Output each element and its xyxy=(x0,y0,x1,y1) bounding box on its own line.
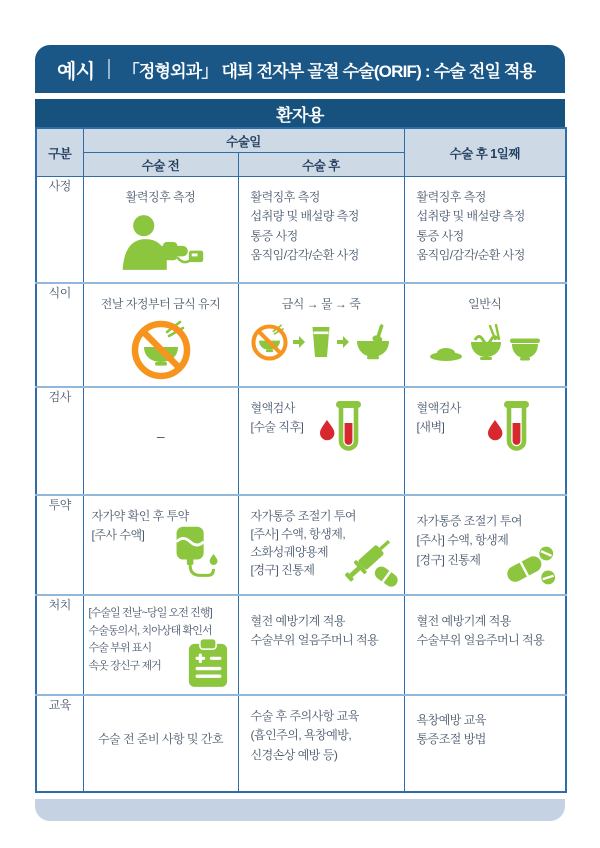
cell-text: 자가약 확인 후 투약 xyxy=(91,508,189,523)
care-plan-card xyxy=(35,45,565,821)
cell-text: 통증 사정 xyxy=(250,228,298,243)
cell-text: 활력징후 측정 xyxy=(416,190,486,204)
cell-text: 금식 → 물 → 죽 xyxy=(281,296,361,311)
cell-assessment-postop xyxy=(238,177,404,283)
row-label-medication: 투약 xyxy=(36,495,83,595)
care-plan-table xyxy=(35,127,567,793)
cell-assessment-preop xyxy=(83,177,238,283)
cell-text: 활력징후 측정 xyxy=(125,190,196,204)
cell-text: [주사] 수액, 항생제, xyxy=(250,526,346,541)
cell-text: 혈액검사 xyxy=(416,400,461,415)
cell-text: [수술 직후] xyxy=(250,420,304,435)
cell-text: [새벽] xyxy=(416,420,445,435)
card-bottom-strip xyxy=(35,799,565,821)
cell-medication-preop xyxy=(83,495,238,595)
col-header-preop: 수술 전 xyxy=(83,153,238,177)
table-row-lab xyxy=(36,387,566,495)
table-row-treatment xyxy=(36,595,566,695)
cell-text: 수술 전 준비 사항 및 간호 xyxy=(97,731,224,746)
cell-text: 소화성궤양용제 xyxy=(250,544,329,559)
cell-text: 혈전 예방기계 적용 xyxy=(250,613,345,628)
cell-text: (흡인주의, 욕창예방, xyxy=(250,728,352,743)
row-label-education: 교육 xyxy=(36,695,83,792)
row-label-diet: 식이 xyxy=(36,283,83,387)
table-row-assessment xyxy=(36,177,566,283)
cell-text: 통증조절 방법 xyxy=(416,732,486,747)
person-blood-pressure-icon xyxy=(88,213,234,271)
header-row-1 xyxy=(36,128,566,153)
col-header-postop: 수술 후 xyxy=(238,153,404,177)
cell-treatment-preop xyxy=(83,595,238,695)
cell-text: 움직임/감각/순환 사정 xyxy=(416,248,525,263)
water-glass-icon xyxy=(310,326,332,358)
row-label-lab: 검사 xyxy=(36,387,83,495)
blood-test-tube-icon xyxy=(317,399,363,457)
cell-text: [주사 수액] xyxy=(91,528,145,543)
cell-text: [경구] 진통제 xyxy=(250,562,315,577)
cell-education-postop xyxy=(238,695,404,792)
cell-text: 신경손상 예방 등) xyxy=(250,747,338,762)
cell-text: 혈액검사 xyxy=(250,400,295,415)
cell-text: 활력징후 측정 xyxy=(250,190,320,204)
cell-assessment-day1 xyxy=(404,177,566,283)
cell-text: 전날 자정부터 금식 유지 xyxy=(100,296,221,311)
cell-treatment-postop xyxy=(238,595,404,695)
arrow-right-icon xyxy=(337,336,349,348)
cell-text: 수술동의서, 치아상태 확인서 xyxy=(88,624,212,637)
cell-text: 속옷 장신구 제거 xyxy=(88,659,161,672)
rice-bowl-icon xyxy=(509,337,541,361)
cell-text: 욕창예방 교육 xyxy=(416,712,486,727)
cell-text: [수술일 전날~당일 오전 진행] xyxy=(88,606,212,619)
cell-text: 움직임/감각/순환 사정 xyxy=(250,248,359,263)
cell-lab-preop xyxy=(83,387,238,495)
cell-education-preop xyxy=(83,695,238,792)
cell-text: 자가통증 조절기 투여 xyxy=(416,513,523,528)
arrow-right-icon xyxy=(293,336,305,348)
cell-text: 섭취량 및 배설량 측정 xyxy=(250,209,359,224)
porridge-bowl-icon xyxy=(354,324,392,360)
cell-diet-preop xyxy=(83,283,238,387)
cell-text: 수술 후 주의사항 교육 xyxy=(250,708,359,723)
no-food-icon xyxy=(88,320,234,380)
plate-icon xyxy=(429,346,463,361)
col-header-postop-day1: 수술 후 1일째 xyxy=(404,128,566,177)
cell-text: 일반식 xyxy=(468,296,502,311)
cell-diet-day1 xyxy=(404,283,566,387)
cell-text: 수술부위 얼음주머니 적용 xyxy=(250,633,379,648)
page-title: 「정형외과」 대퇴 전자부 골절 수술(ORIF) : 수술 전일 적용 xyxy=(122,61,536,81)
cell-treatment-day1 xyxy=(404,595,566,695)
cell-text: 섭취량 및 배설량 측정 xyxy=(416,209,525,224)
syringe-capsule-icon xyxy=(338,532,400,588)
no-food-icon xyxy=(251,324,288,361)
cell-text: [주사] 수액, 항생제 xyxy=(416,533,509,548)
cell-text: – xyxy=(156,427,165,444)
table-row-education xyxy=(36,695,566,792)
cell-lab-postop xyxy=(238,387,404,495)
title-bar xyxy=(35,45,565,93)
audience-bar: 환자용 xyxy=(35,99,565,127)
blood-test-tube-icon xyxy=(485,399,531,457)
cell-education-day1 xyxy=(404,695,566,792)
cell-text: 자가통증 조절기 투여 xyxy=(250,508,356,523)
cell-text: [경구] 진통제 xyxy=(416,552,481,567)
row-label-treatment: 처치 xyxy=(36,595,83,695)
example-tag: 예시 xyxy=(57,60,95,83)
cell-medication-postop xyxy=(238,495,404,595)
cell-lab-day1 xyxy=(404,387,566,495)
iv-bag-icon xyxy=(170,522,228,582)
pills-icon xyxy=(501,542,557,588)
noodle-bowl-icon xyxy=(468,324,504,361)
row-label-assessment: 사정 xyxy=(36,177,83,283)
cell-diet-postop xyxy=(238,283,404,387)
cell-text: 수술 부위 표시 xyxy=(88,642,152,655)
cell-medication-day1 xyxy=(404,495,566,595)
col-header-category: 구분 xyxy=(36,128,83,177)
cell-text: 통증 사정 xyxy=(416,228,464,243)
cell-text: 혈전 예방기계 적용 xyxy=(416,613,511,628)
table-row-diet xyxy=(36,283,566,387)
clipboard-checklist-icon xyxy=(186,637,230,689)
table-row-medication xyxy=(36,495,566,595)
cell-text: 수술부위 얼음주머니 적용 xyxy=(416,633,545,648)
col-header-surgery-day: 수술일 xyxy=(83,128,404,153)
title-divider xyxy=(108,59,110,79)
